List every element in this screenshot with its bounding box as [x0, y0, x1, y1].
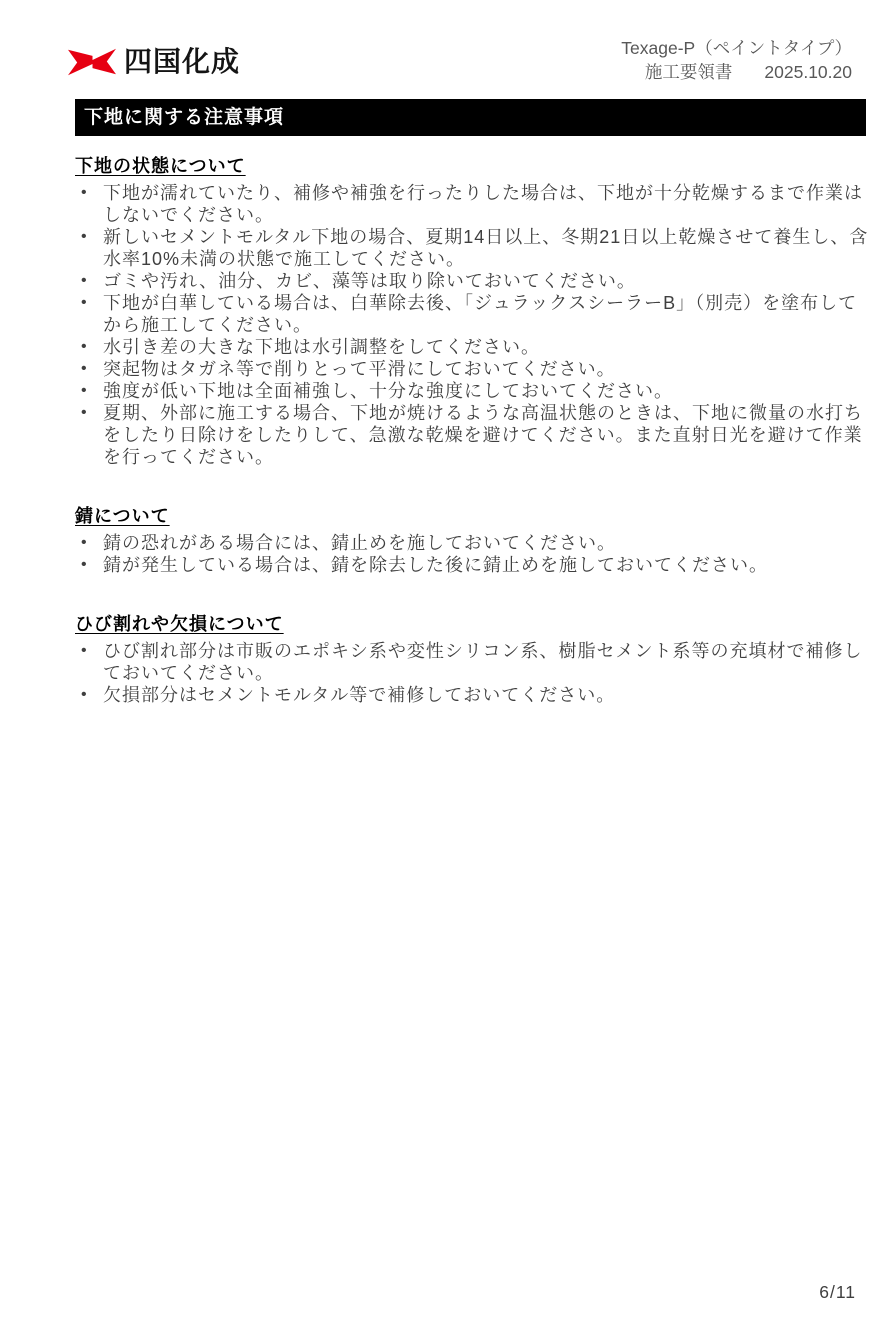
bullet-item: • 新しいセメントモルタル下地の場合、夏期14日以上、冬期21日以上乾燥させて養生し、含水率10%未満の状態で施工してください。 [75, 226, 871, 270]
bullet-item: • 強度が低い下地は全面補強し、十分な強度にしておいてください。 [75, 380, 871, 402]
bullet-item: • 夏期、外部に施工する場合、下地が焼けるような高温状態のときは、下地に微量の水打ちをしたり日除けをしたりして、急激な乾燥を避けてください。また直射日光を避けて作業を行ってください。 [75, 402, 871, 468]
bullet-list [75, 640, 871, 706]
brand-text: 四国化成 [124, 46, 241, 77]
bullet-item: • 下地が白華している場合は、白華除去後、「ジュラックスシーラーB」（別売）を塗布してから施工してください。 [75, 292, 871, 336]
document-date: 2025.10.20 [764, 62, 852, 82]
bullet-item: • 下地が濡れていたり、補修や補強を行ったりした場合は、下地が十分乾燥するまで作業はしないでください。 [75, 182, 871, 226]
page-header [68, 36, 852, 84]
bullet-item: • 錆の恐れがある場合には、錆止めを施しておいてください。 [75, 532, 871, 554]
brand-mark-icon [68, 46, 116, 78]
document-subtitle [621, 60, 852, 84]
bullet-list [75, 182, 871, 468]
company-logo [68, 46, 240, 78]
page-content [75, 148, 871, 706]
section-cracks-defects [75, 606, 871, 706]
section-heading: 下地の状態について [75, 156, 246, 176]
bullet-item: • 欠損部分はセメントモルタル等で補修しておいてください。 [75, 684, 871, 706]
section-banner: 下地に関する注意事項 [75, 99, 866, 136]
page-number: 6/11 [819, 1282, 856, 1302]
bullet-item: • 水引き差の大きな下地は水引調整をしてください。 [75, 336, 871, 358]
bullet-item: • 錆が発生している場合は、錆を除去した後に錆止めを施しておいてください。 [75, 554, 871, 576]
section-heading: ひび割れや欠損について [75, 614, 284, 634]
bullet-item: • ひび割れ部分は市販のエポキシ系や変性シリコン系、樹脂セメント系等の充填材で補修しておいてください。 [75, 640, 871, 684]
section-rust [75, 498, 871, 576]
bullet-item: • 突起物はタガネ等で削りとって平滑にしておいてください。 [75, 358, 871, 380]
bullet-list [75, 532, 871, 576]
document-meta [621, 36, 852, 84]
section-substrate-condition [75, 148, 871, 468]
bullet-item: • ゴミや汚れ、油分、カビ、藻等は取り除いておいてください。 [75, 270, 871, 292]
document-type: 施工要領書 [644, 62, 733, 82]
document-title: Texage-P（ペイントタイプ） [621, 38, 852, 58]
section-heading: 錆について [75, 506, 170, 526]
